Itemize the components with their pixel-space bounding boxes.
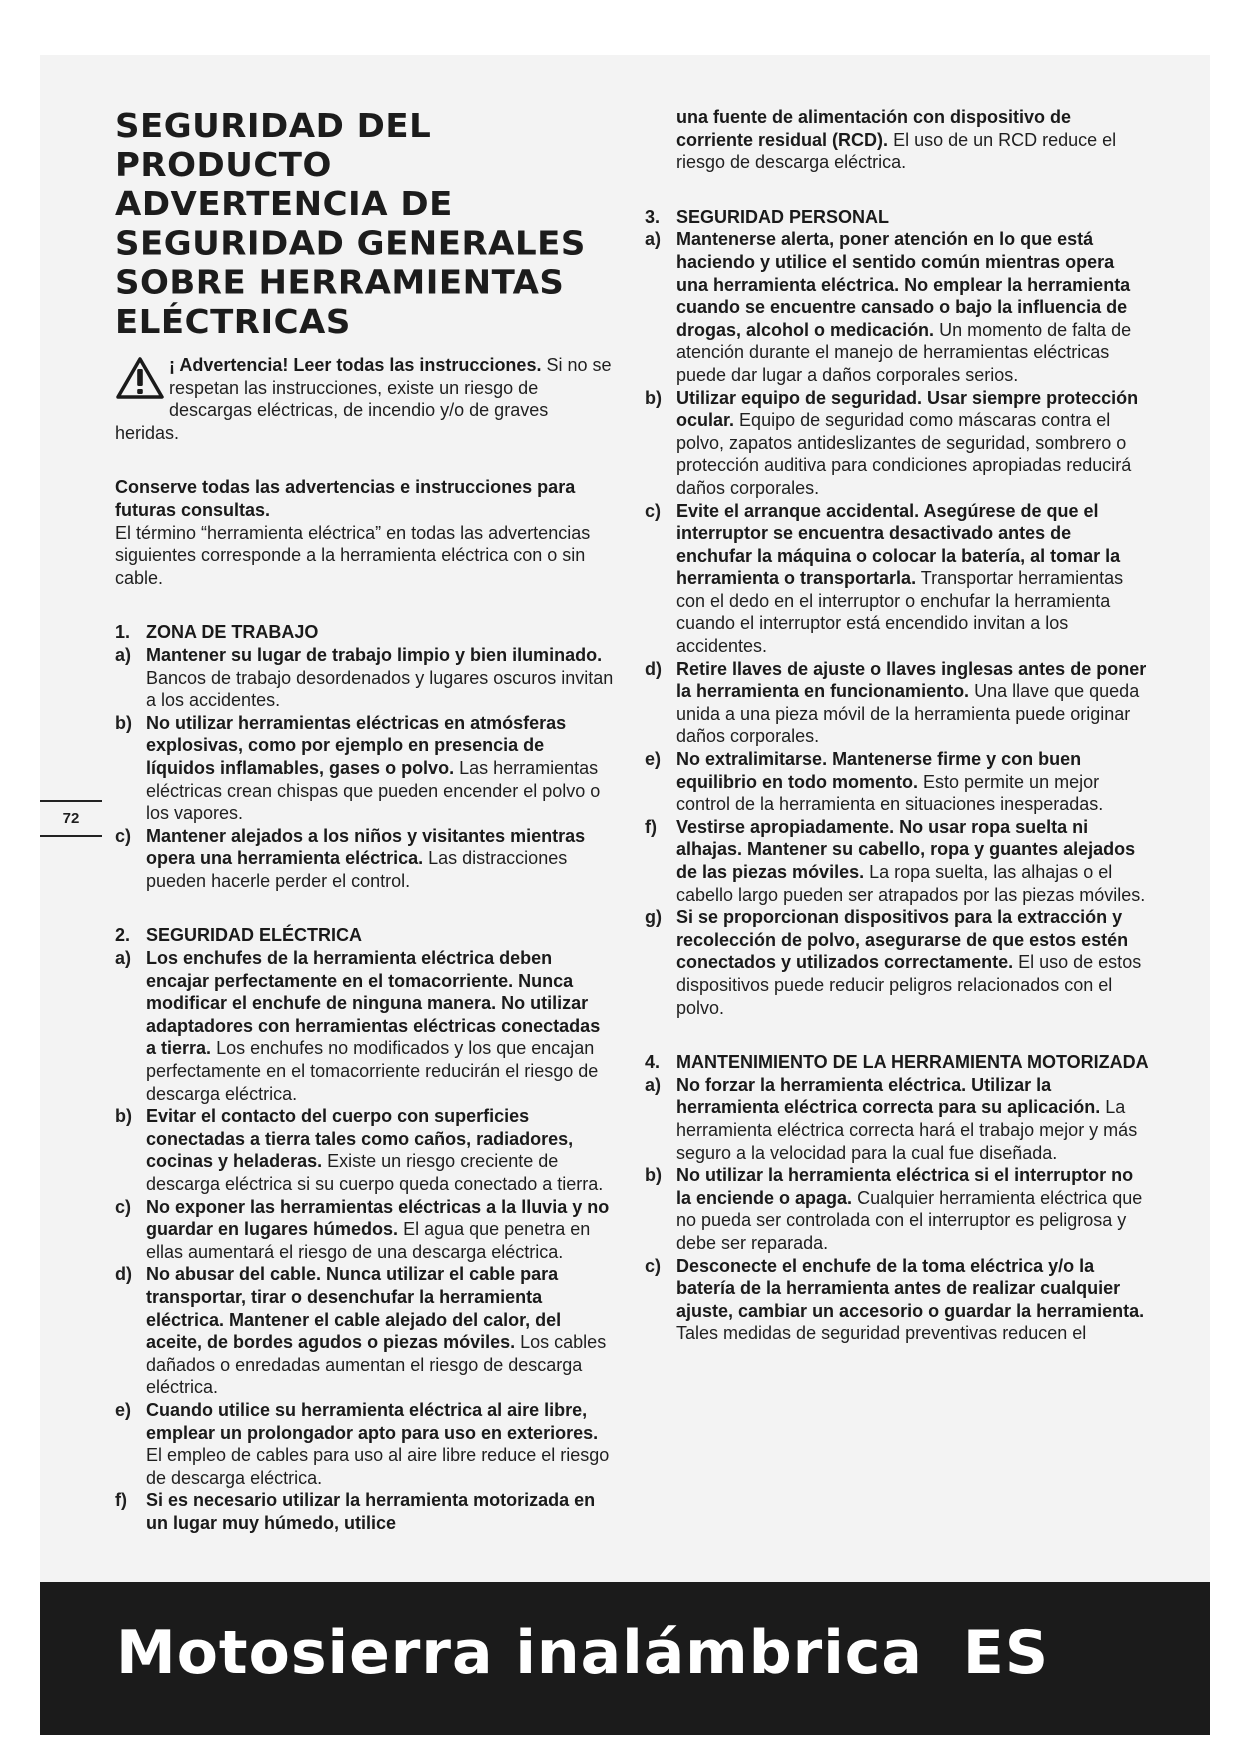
list-item [645, 748, 1150, 816]
item-bold: Si se proporcionan dispositivos para la extracción y recolección de polvo, asegurarse de que estos estén conectados y utilizados correctamente. [676, 907, 1129, 973]
item-text: Las herramientas eléctricas crean chispas que pueden encender el polvo o los vapores. [146, 757, 601, 824]
section-work-area [115, 621, 615, 892]
item-bold: Mantenerse alerta, poner atención en lo que está haciendo y utilice el sentido común mientras opera una herramienta eléctrica. No emplear la herramienta cuando se encuentre cansado o bajo la influencia de drogas, alcohol o medicación. [676, 229, 1131, 340]
item-label: c) [115, 1196, 132, 1217]
item-text: El uso de estos dispositivos puede reducir peligros relacionados con el polvo. [676, 952, 1142, 1018]
item-label: b) [645, 1165, 662, 1186]
item-text: El agua que penetra en ellas aumentará el riesgo de una descarga eléctrica. [146, 1219, 591, 1262]
title-line: SOBRE HERRAMIENTAS [115, 263, 565, 303]
list-item [115, 1399, 615, 1489]
list-item [115, 947, 615, 1105]
item-bold: No forzar la herramienta eléctrica. Utilizar la herramienta eléctrica correcta para su aplicación. [676, 1074, 1101, 1118]
list-item [645, 1074, 1150, 1164]
item-text: Los enchufes no modificados y los que encajan perfectamente en el tomacorriente reducirán el riesgo de descarga eléctrica. [146, 1038, 599, 1104]
list-item [645, 906, 1150, 1019]
list-item [645, 1255, 1150, 1345]
section-electrical-safety [115, 924, 615, 1534]
section-personal-safety [645, 206, 1150, 1019]
item-text: Esto permite un mejor control de la herramienta en situaciones inesperadas. [676, 771, 1104, 815]
page-title [115, 106, 615, 341]
title-line: SEGURIDAD GENERALES [115, 224, 586, 264]
item-text: Bancos de trabajo desordenados y lugares oscuros invitan a los accidentes. [146, 667, 614, 711]
list-item [645, 1164, 1150, 1254]
item-bold: Utilizar equipo de seguridad. Usar siempre protección ocular. [676, 387, 1139, 431]
list-item [645, 228, 1150, 386]
item-text: Las distracciones pueden hacerle perder el control. [146, 848, 568, 891]
item-bold: No extralimitarse. Mantenerse firme y con buen equilibrio en todo momento. [676, 749, 1082, 792]
item-label: g) [645, 907, 662, 928]
section-title [115, 924, 615, 947]
item-label: a) [115, 948, 132, 969]
conserve-bold: Conserve todas las advertencias e instrucciones para futuras consultas. [115, 477, 576, 520]
item-bold: Mantener su lugar de trabajo limpio y bien iluminado. [146, 644, 603, 665]
list-item [645, 816, 1150, 906]
item-bold: Los enchufes de la herramienta eléctrica deben encajar perfectamente en el tomacorriente. Nunca modificar el enchufe de ninguna manera. No utilizar adaptadores con herramientas eléctricas conectadas a tierra. [146, 948, 601, 1059]
list-item [645, 500, 1150, 658]
section-electrical-safety-continued [645, 106, 1150, 174]
item-bold: Cuando utilice su herramienta eléctrica al aire libre, emplear un prolongador apto para uso en exteriores. [146, 1399, 599, 1443]
section-title [645, 206, 1150, 229]
item-text: El empleo de cables para uso al aire libre reduce el riesgo de descarga eléctrica. [146, 1445, 610, 1488]
title-line: SEGURIDAD DEL PRODUCTO [115, 106, 432, 185]
left-column [115, 100, 615, 1567]
warning-bold: ¡ Advertencia! Leer todas las instrucciones. [169, 355, 542, 375]
item-bold: Desconecte el enchufe de la toma eléctrica y/o la batería de la herramienta antes de realizar cualquier ajuste, cambiar un accesorio o guardar la herramienta. [676, 1255, 1145, 1321]
item-bold: Retire llaves de ajuste o llaves inglesas antes de poner la herramienta en funcionamiento. [676, 658, 1147, 702]
item-text: Los cables dañados o enredadas aumentan el riesgo de descarga eléctrica. [146, 1332, 607, 1398]
section-title-text: MANTENIMIENTO DE LA HERRAMIENTA MOTORIZADA [676, 1052, 1149, 1073]
item-text: La ropa suelta, las alhajas o el cabello largo pueden ser atrapados por las piezas móviles. [676, 862, 1146, 905]
list-item [115, 1196, 615, 1264]
list-item [115, 1489, 615, 1534]
language-code: ES [962, 1618, 1050, 1688]
list-item [115, 644, 615, 712]
item-text: Cualquier herramienta eléctrica que no pueda ser controlada con el interruptor es peligrosa y debe ser reparada. [676, 1187, 1143, 1253]
product-name: Motosierra inalámbrica [116, 1618, 923, 1688]
item-label: f) [645, 816, 657, 837]
item-text: La herramienta eléctrica correcta hará el trabajo mejor y más seguro a la velocidad para la cual fue diseñada. [676, 1097, 1138, 1163]
list-item [115, 1263, 615, 1399]
item-label: e) [115, 1399, 132, 1420]
conserve-text: El término “herramienta eléctrica” en todas las advertencias siguientes corresponde a la herramienta eléctrica con o sin cable. [115, 522, 591, 588]
item-label: b) [645, 387, 662, 408]
section-number: 2. [115, 925, 131, 946]
item-text: El uso de un RCD reduce el riesgo de descarga eléctrica. [676, 129, 1117, 173]
item-label: f) [115, 1490, 127, 1511]
section-title [115, 621, 615, 644]
list-item [645, 658, 1150, 748]
footer-title [116, 1618, 1049, 1688]
item-label: a) [645, 229, 662, 250]
item-label: a) [645, 1074, 662, 1095]
list-item [645, 387, 1150, 500]
item-label: c) [645, 500, 662, 521]
section-number: 4. [645, 1052, 661, 1073]
title-line: ADVERTENCIA DE [115, 184, 453, 224]
item-text: Una llave que queda unida a una pieza móvil de la herramienta puede originar daños corporales. [676, 681, 1140, 747]
item-label: c) [115, 825, 132, 846]
warning-block [115, 354, 615, 444]
item-label: d) [645, 658, 662, 679]
section-title [645, 1051, 1150, 1074]
title-line: ELÉCTRICAS [115, 302, 351, 342]
section-number: 3. [645, 206, 661, 227]
item-bold: Mantener alejados a los niños y visitantes mientras opera una herramienta eléctrica. [146, 825, 586, 869]
item-label: c) [645, 1255, 662, 1276]
item-bold: Evite el arranque accidental. Asegúrese de que el interruptor se encuentra desactivado antes de enchufar la máquina o colocar la batería, al tomar la herramienta o transportarla. [676, 500, 1121, 589]
conserve-block [115, 476, 615, 589]
item-label: a) [115, 644, 132, 665]
section-title-text: SEGURIDAD ELÉCTRICA [146, 925, 363, 946]
item-bold: No utilizar la herramienta eléctrica si el interruptor no la enciende o apaga. [676, 1165, 1134, 1208]
warning-triangle-icon [115, 356, 165, 400]
list-item [115, 712, 615, 825]
item-text: Transportar herramientas con el dedo en el interruptor o enchufar la herramienta cuando el interruptor está encendido invitan a los accidentes. [676, 568, 1124, 657]
section-number: 1. [115, 622, 131, 643]
section-title-text: ZONA DE TRABAJO [146, 622, 319, 643]
warning-text: Si no se respetan las instrucciones, existe un riesgo de descargas eléctricas, de incendio y/o de graves heridas. [115, 355, 612, 443]
list-item-continued [645, 106, 1150, 174]
section-title-text: SEGURIDAD PERSONAL [676, 206, 890, 227]
item-label: d) [115, 1264, 132, 1285]
page-number: 72 [40, 800, 102, 837]
right-column [645, 106, 1150, 1377]
list-item [115, 825, 615, 893]
item-bold: una fuente de alimentación con dispositivo de corriente residual (RCD). [676, 107, 1072, 150]
item-bold: Evitar el contacto del cuerpo con superficies conectadas a tierra tales como caños, radiadores, cocinas y heladeras. [146, 1106, 574, 1172]
item-text: Tales medidas de seguridad preventivas reducen el [676, 1323, 1087, 1344]
item-bold: Vestirse apropiadamente. No usar ropa suelta ni alhajas. Mantener su cabello, ropa y guantes alejados de las piezas móviles. [676, 816, 1136, 882]
item-bold: No exponer las herramientas eléctricas a la lluvia y no guardar en lugares húmedos. [146, 1196, 610, 1240]
item-text: Un momento de falta de atención durante el manejo de herramientas eléctricas puede dar lugar a daños corporales serios. [676, 319, 1132, 385]
list-item [115, 1105, 615, 1195]
item-label: b) [115, 1106, 132, 1127]
item-text: Equipo de seguridad como máscaras contra el polvo, zapatos antideslizantes de seguridad, sombrero o protección auditiva para condiciones apropiadas reducirá daños corporales. [676, 410, 1132, 498]
footer-banner [40, 1582, 1210, 1735]
item-label: e) [645, 749, 662, 770]
item-bold: No abusar del cable. Nunca utilizar el cable para transportar, tirar o desenchufar la herramienta eléctrica. Mantener el cable alejado del calor, del aceite, de bordes agudos o piezas móviles. [146, 1264, 562, 1353]
item-label: b) [115, 712, 132, 733]
item-bold: Si es necesario utilizar la herramienta motorizada en un lugar muy húmedo, utilice [146, 1490, 596, 1533]
item-bold: No utilizar herramientas eléctricas en atmósferas explosivas, como por ejemplo en presencia de líquidos inflamables, gases o polvo. [146, 712, 567, 778]
item-text: Existe un riesgo creciente de descarga eléctrica si su cuerpo queda conectado a tierra. [146, 1151, 604, 1194]
section-tool-maintenance [645, 1051, 1150, 1345]
